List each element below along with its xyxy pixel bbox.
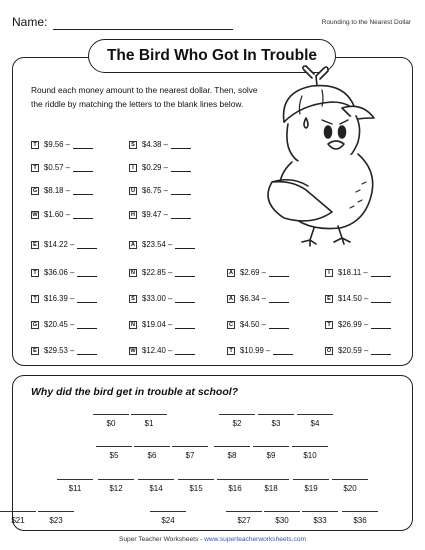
problem-item — [31, 268, 97, 277]
problem-item — [129, 268, 195, 277]
letter-box: G — [32, 187, 38, 194]
money-amount: $20.45 – — [44, 320, 75, 329]
answer-value: $6 — [147, 451, 157, 460]
answer-slot[interactable] — [38, 511, 74, 533]
answer-value: $19 — [304, 484, 318, 493]
answer-slot[interactable] — [0, 511, 36, 533]
answer-value: $7 — [185, 451, 195, 460]
money-amount: $19.04 – — [142, 320, 173, 329]
answer-blank[interactable] — [175, 269, 195, 277]
answer-blank[interactable] — [175, 347, 195, 355]
answer-slot[interactable] — [292, 446, 328, 468]
answer-slot[interactable] — [264, 511, 300, 533]
name-label: Name: — [12, 15, 48, 29]
letter-box: T — [31, 141, 39, 149]
problem-item — [31, 186, 93, 195]
riddle-section — [12, 375, 413, 531]
answer-slot[interactable] — [226, 511, 262, 533]
answer-blank[interactable] — [175, 241, 195, 249]
letter-box: A — [129, 241, 137, 249]
answer-value: $23 — [49, 516, 63, 525]
answer-value: $0 — [106, 419, 116, 428]
money-amount: $4.50 – — [240, 320, 267, 329]
letter-box: E — [31, 347, 39, 355]
answer-slot[interactable] — [214, 446, 250, 468]
letter-box: T — [31, 164, 39, 172]
money-amount: $2.69 – — [240, 268, 267, 277]
answer-slot[interactable] — [253, 446, 289, 468]
answer-slot[interactable] — [98, 479, 134, 501]
problem-item — [31, 320, 97, 329]
money-amount: $8.18 – — [44, 186, 71, 195]
answer-blank[interactable] — [371, 347, 391, 355]
letter-box: A — [227, 295, 235, 303]
problem-item — [227, 268, 289, 277]
letter-box: E — [325, 295, 333, 303]
answer-slot[interactable] — [302, 511, 338, 533]
answer-value: $14 — [149, 484, 163, 493]
answer-blank[interactable] — [269, 321, 289, 329]
answer-blank[interactable] — [273, 347, 293, 355]
money-amount: $0.57 – — [44, 163, 71, 172]
money-amount: $23.54 – — [142, 240, 173, 249]
answer-slot[interactable] — [96, 446, 132, 468]
footer-url[interactable]: www.superteacherworksheets.com — [204, 536, 307, 543]
answer-slot[interactable] — [93, 414, 129, 436]
footer-brand: Super Teacher Worksheets - — [118, 536, 205, 543]
letter-box: H — [129, 211, 137, 219]
answer-value: $18 — [264, 484, 278, 493]
money-amount: $9.47 – — [142, 210, 169, 219]
problem-item — [31, 294, 97, 303]
answer-slot[interactable] — [297, 414, 333, 436]
letter-box: N — [129, 269, 137, 277]
money-amount: $6.34 – — [240, 294, 267, 303]
problem-item — [129, 240, 195, 249]
letter-box: N — [129, 321, 137, 329]
answer-value: $1 — [144, 419, 154, 428]
money-amount: $0.29 – — [142, 163, 169, 172]
answer-value: $24 — [161, 516, 175, 525]
problem-item — [31, 240, 97, 249]
answer-value: $30 — [275, 516, 289, 525]
problem-item — [325, 294, 391, 303]
problem-item — [129, 210, 191, 219]
answer-slot[interactable] — [57, 479, 93, 501]
problem-item — [129, 140, 191, 149]
answer-blank[interactable] — [171, 211, 191, 219]
letter-box: C — [227, 321, 235, 329]
answer-value: $5 — [109, 451, 119, 460]
topic-label: Rounding to the Nearest Dollar — [321, 19, 411, 26]
answer-blank[interactable] — [77, 269, 97, 277]
problem-item — [227, 346, 293, 355]
answer-value: $33 — [313, 516, 327, 525]
money-amount: $12.40 – — [142, 346, 173, 355]
problem-item — [325, 320, 391, 329]
answer-slot[interactable] — [293, 479, 329, 501]
answer-blank[interactable] — [73, 187, 93, 195]
instructions: Round each money amount to the nearest dollar. Then, solve the riddle by matching the letters to the blank lines below. — [31, 85, 258, 109]
answer-blank[interactable] — [269, 295, 289, 303]
letter-box: E — [31, 241, 39, 249]
money-amount: $26.99 – — [338, 320, 369, 329]
money-amount: $14.22 – — [44, 240, 75, 249]
problem-item — [325, 268, 391, 277]
answer-blank[interactable] — [77, 241, 97, 249]
name-line[interactable] — [53, 29, 233, 30]
money-amount: $20.59 – — [338, 346, 369, 355]
problem-item — [129, 346, 195, 355]
answer-slot[interactable] — [178, 479, 214, 501]
money-amount: $33.00 – — [142, 294, 173, 303]
problem-item — [31, 210, 93, 219]
footer — [0, 536, 425, 543]
answer-blank[interactable] — [77, 321, 97, 329]
answer-value: $10 — [303, 451, 317, 460]
answer-blank[interactable] — [175, 295, 195, 303]
problem-item — [129, 294, 195, 303]
answer-value: $11 — [68, 484, 82, 493]
answer-blank[interactable] — [371, 295, 391, 303]
answer-blank[interactable] — [77, 347, 97, 355]
answer-slot[interactable] — [150, 511, 186, 533]
letter-box: U — [129, 187, 137, 195]
money-amount: $6.75 – — [142, 186, 169, 195]
problem-item — [227, 320, 289, 329]
answer-value: $36 — [353, 516, 367, 525]
answer-value: $15 — [189, 484, 203, 493]
letter-box: W — [130, 347, 136, 354]
answer-value: $16 — [228, 484, 242, 493]
answer-value: $21 — [11, 516, 25, 525]
letter-box: O — [326, 347, 332, 354]
money-amount: $36.06 – — [44, 268, 75, 277]
answer-value: $4 — [310, 419, 320, 428]
answer-slot[interactable] — [253, 479, 289, 501]
answer-blank[interactable] — [371, 269, 391, 277]
letter-box: T — [31, 269, 39, 277]
answer-blank[interactable] — [73, 211, 93, 219]
answer-value: $20 — [343, 484, 357, 493]
letter-box: G — [32, 321, 38, 328]
answer-value: $27 — [237, 516, 251, 525]
answer-slot[interactable] — [134, 446, 170, 468]
letter-box: S — [129, 295, 137, 303]
money-amount: $4.38 – — [142, 140, 169, 149]
answer-slot[interactable] — [217, 479, 253, 501]
answer-blank[interactable] — [73, 164, 93, 172]
page-title: The Bird Who Got In Trouble — [88, 39, 336, 73]
riddle-question: Why did the bird get in trouble at school? — [31, 386, 239, 398]
problem-item — [129, 163, 191, 172]
letter-box: T — [31, 295, 39, 303]
answer-slot[interactable] — [138, 479, 174, 501]
problem-item — [227, 294, 289, 303]
answer-blank[interactable] — [175, 321, 195, 329]
answer-blank[interactable] — [77, 295, 97, 303]
answer-blank[interactable] — [171, 187, 191, 195]
answer-value: $9 — [266, 451, 276, 460]
answer-slot[interactable] — [342, 511, 378, 533]
money-amount: $9.56 – — [44, 140, 71, 149]
letter-box: T — [325, 321, 333, 329]
problem-item — [31, 140, 93, 149]
letter-box: T — [227, 347, 235, 355]
answer-slot[interactable] — [172, 446, 208, 468]
answer-slot[interactable] — [131, 414, 167, 436]
problem-item — [325, 346, 391, 355]
letter-box: S — [129, 141, 137, 149]
answer-value: $3 — [271, 419, 281, 428]
answer-value: $2 — [232, 419, 242, 428]
letter-box: A — [227, 269, 235, 277]
answer-slot[interactable] — [219, 414, 255, 436]
problem-item — [31, 163, 93, 172]
worried-bird-illustration — [262, 62, 392, 247]
answer-slot[interactable] — [258, 414, 294, 436]
problem-item — [31, 346, 97, 355]
money-amount: $22.85 – — [142, 268, 173, 277]
answer-blank[interactable] — [269, 269, 289, 277]
letter-box: I — [325, 269, 333, 277]
answer-value: $12 — [109, 484, 123, 493]
answer-slot[interactable] — [332, 479, 368, 501]
money-amount: $16.39 – — [44, 294, 75, 303]
money-amount: $10.99 – — [240, 346, 271, 355]
answer-value: $8 — [227, 451, 237, 460]
answer-blank[interactable] — [73, 141, 93, 149]
answer-blank[interactable] — [171, 141, 191, 149]
problem-item — [129, 320, 195, 329]
answer-blank[interactable] — [171, 164, 191, 172]
letter-box: W — [32, 211, 38, 218]
money-amount: $18.11 – — [338, 268, 368, 277]
money-amount: $14.50 – — [338, 294, 369, 303]
letter-box: I — [129, 164, 137, 172]
money-amount: $1.60 – — [44, 210, 71, 219]
problem-item — [129, 186, 191, 195]
answer-blank[interactable] — [371, 321, 391, 329]
money-amount: $29.53 – — [44, 346, 75, 355]
